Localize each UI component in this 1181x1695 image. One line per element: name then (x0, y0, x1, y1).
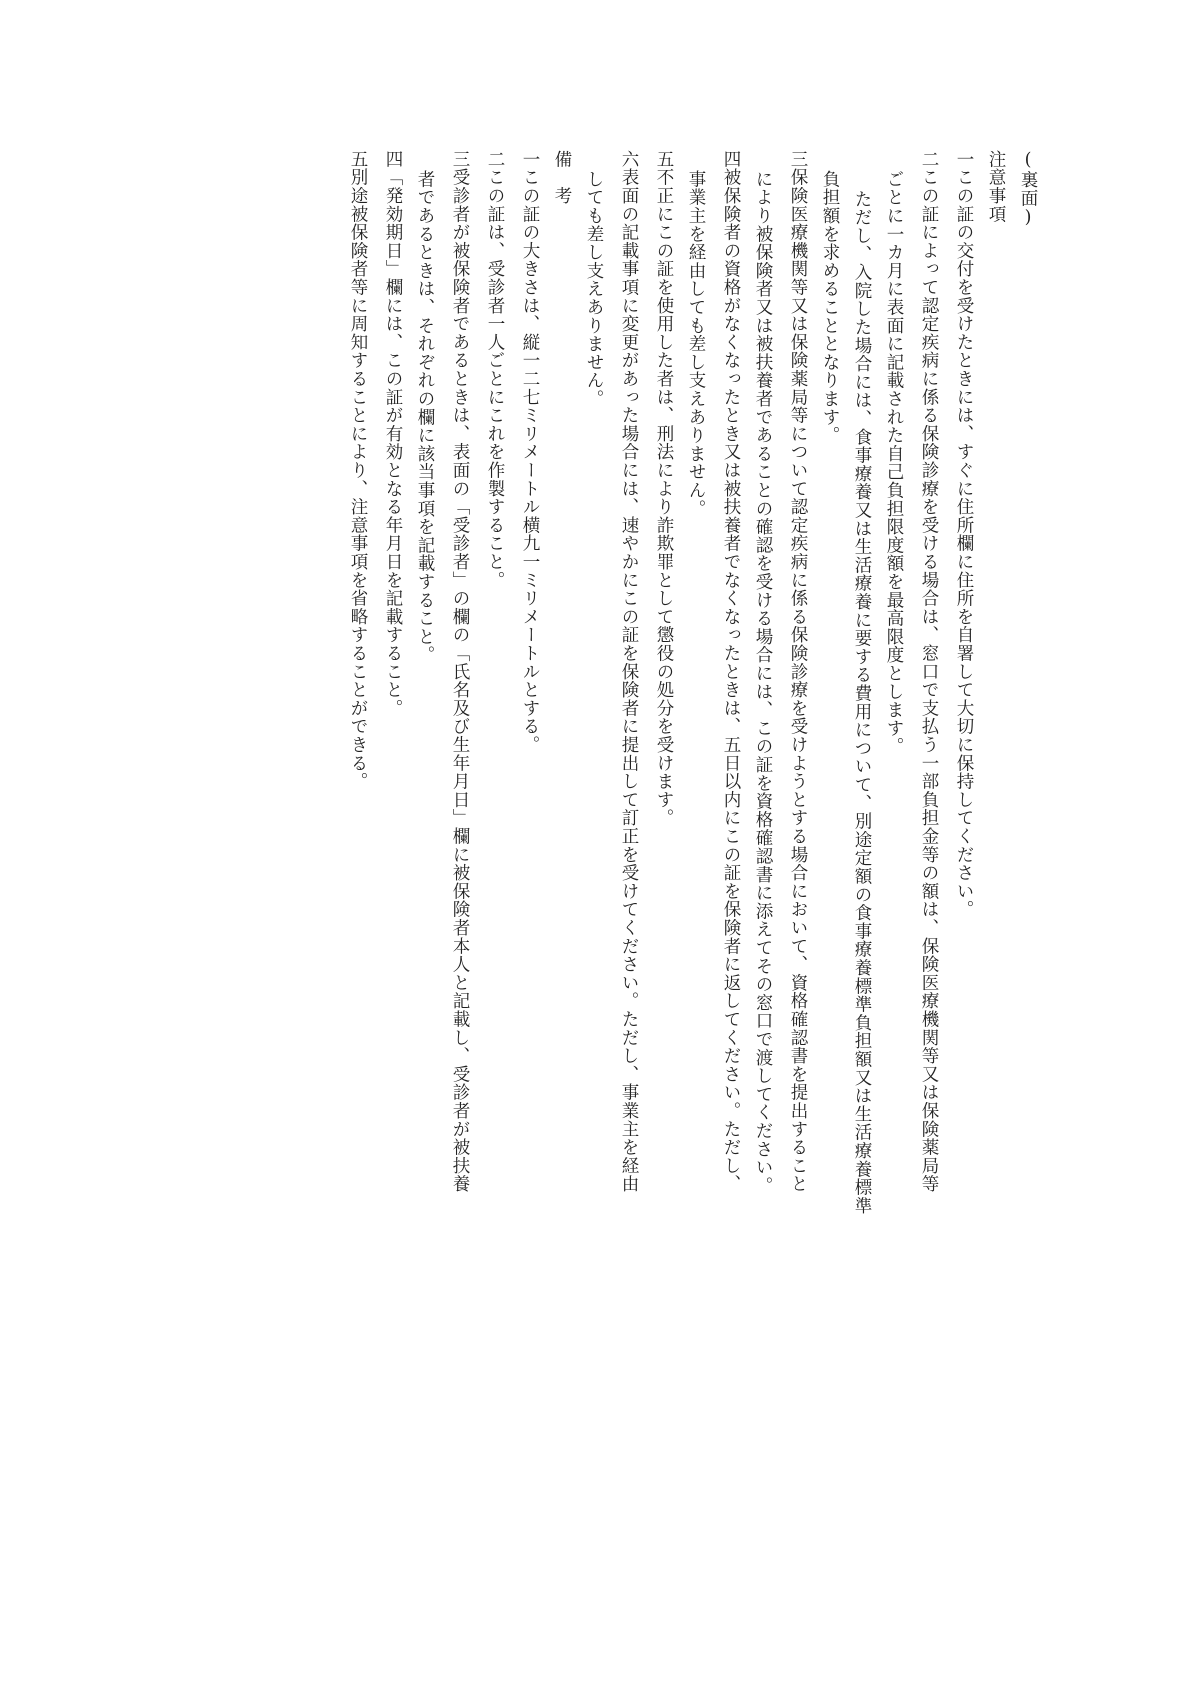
remark-text-3-line-1: 受診者が被保険者であるときは、表面の「受診者」の欄の「氏名及び生年月日」欄に被保険者本人と記載し、受診者が被扶養 (450, 168, 470, 1194)
note-text-1-line-1: この証の交付を受けたときには、すぐに住所欄に住所を自署して大切に保持してください。 (954, 168, 974, 919)
remark-text-1-line-1: この証の大きさは、縦一二七ミリメートル横九一ミリメートルとする。 (520, 168, 540, 754)
note-item-2 (910, 150, 945, 1460)
note-text-6-line-1: 表面の記載事項に変更があった場合には、速やかにこの証を保険者に提出して訂正を受けてください。ただし、事業主を経由 (619, 168, 639, 1194)
note-number-6: 六 (619, 150, 639, 169)
notes-heading: 注意事項 (986, 150, 1006, 224)
note-text-4-line-1: 被保険者の資格がなくなったとき又は被扶養者でなくなったときは、五日以内にこの証を保険者に返してください。ただし、 (721, 168, 741, 1194)
note-text-5-line-1: 不正にこの証を使用した者は、刑法により詐欺罪として懲役の処分を受けます。 (654, 168, 674, 828)
note-item-1 (945, 150, 980, 1460)
remark-item-5 (339, 150, 374, 1460)
remark-text-5-line-1: 別途被保険者等に周知することにより、注意事項を省略することができる。 (348, 168, 368, 791)
note-text-2-line-2: ごとに一カ月に表面に記載された自己負担限度額を最高限度とします。 (884, 170, 904, 756)
note-text-3-line-2: により被保険者又は被扶養者であることの確認を受ける場合には、この証を資格確認書に添えてその窓口で渡してください。 (753, 170, 773, 1195)
remark-item-3 (441, 150, 476, 1460)
remark-number-1: 一 (520, 150, 540, 169)
note-item-3 (779, 150, 814, 1460)
side-label: (裏面) (1018, 150, 1038, 229)
note-number-2: 二 (919, 150, 939, 169)
note-text-2-line-1: この証によって認定疾病に係る保険診療を受ける場合は、窓口で支払う一部負担金等の額は、保険医療機関等又は保険薬局等 (919, 168, 939, 1194)
remark-item-2 (476, 150, 511, 1460)
remark-number-2: 二 (485, 150, 505, 169)
remarks-heading: 備 考 (552, 150, 572, 205)
remark-text-4-line-1: 「発効期日」欄には、この証が有効となる年月日を記載すること。 (383, 168, 403, 718)
remark-text-3-line-2: 者であるときは、それぞれの欄に該当事項を記載すること。 (415, 170, 435, 665)
note-item-6 (610, 150, 645, 1460)
remark-text-2-line-1: この証は、受診者一人ごとにこれを作製すること。 (485, 168, 505, 590)
note-number-1: 一 (954, 150, 974, 169)
note-text-3-line-1: 保険医療機関等又は保険薬局等について認定疾病に係る保険診療を受けようとする場合において、資格確認書を提出すること (788, 168, 808, 1194)
remark-number-3: 三 (450, 150, 470, 169)
note-number-4: 四 (721, 150, 741, 169)
note-number-5: 五 (654, 150, 674, 169)
remark-item-1 (511, 150, 546, 1460)
remark-item-4 (374, 150, 409, 1460)
remark-number-4: 四 (383, 150, 403, 169)
note-text-2-line-4: 負担額を求めることとなります。 (820, 170, 840, 445)
note-text-4-line-2: 事業主を経由しても差し支えありません。 (686, 170, 706, 518)
note-item-5 (645, 150, 680, 1460)
note-number-3: 三 (788, 150, 808, 169)
note-text-6-line-2: しても差し支えありません。 (584, 170, 604, 409)
vertical-text-block (348, 150, 1044, 1460)
remark-number-5: 五 (348, 150, 368, 169)
document-page (348, 150, 1044, 1460)
note-item-4 (712, 150, 747, 1460)
note-text-2-line-3: ただし、入院した場合には、食事療養又は生活療養に要する費用について、別途定額の食事療養標準負担額又は生活療養標準 (852, 190, 872, 1216)
